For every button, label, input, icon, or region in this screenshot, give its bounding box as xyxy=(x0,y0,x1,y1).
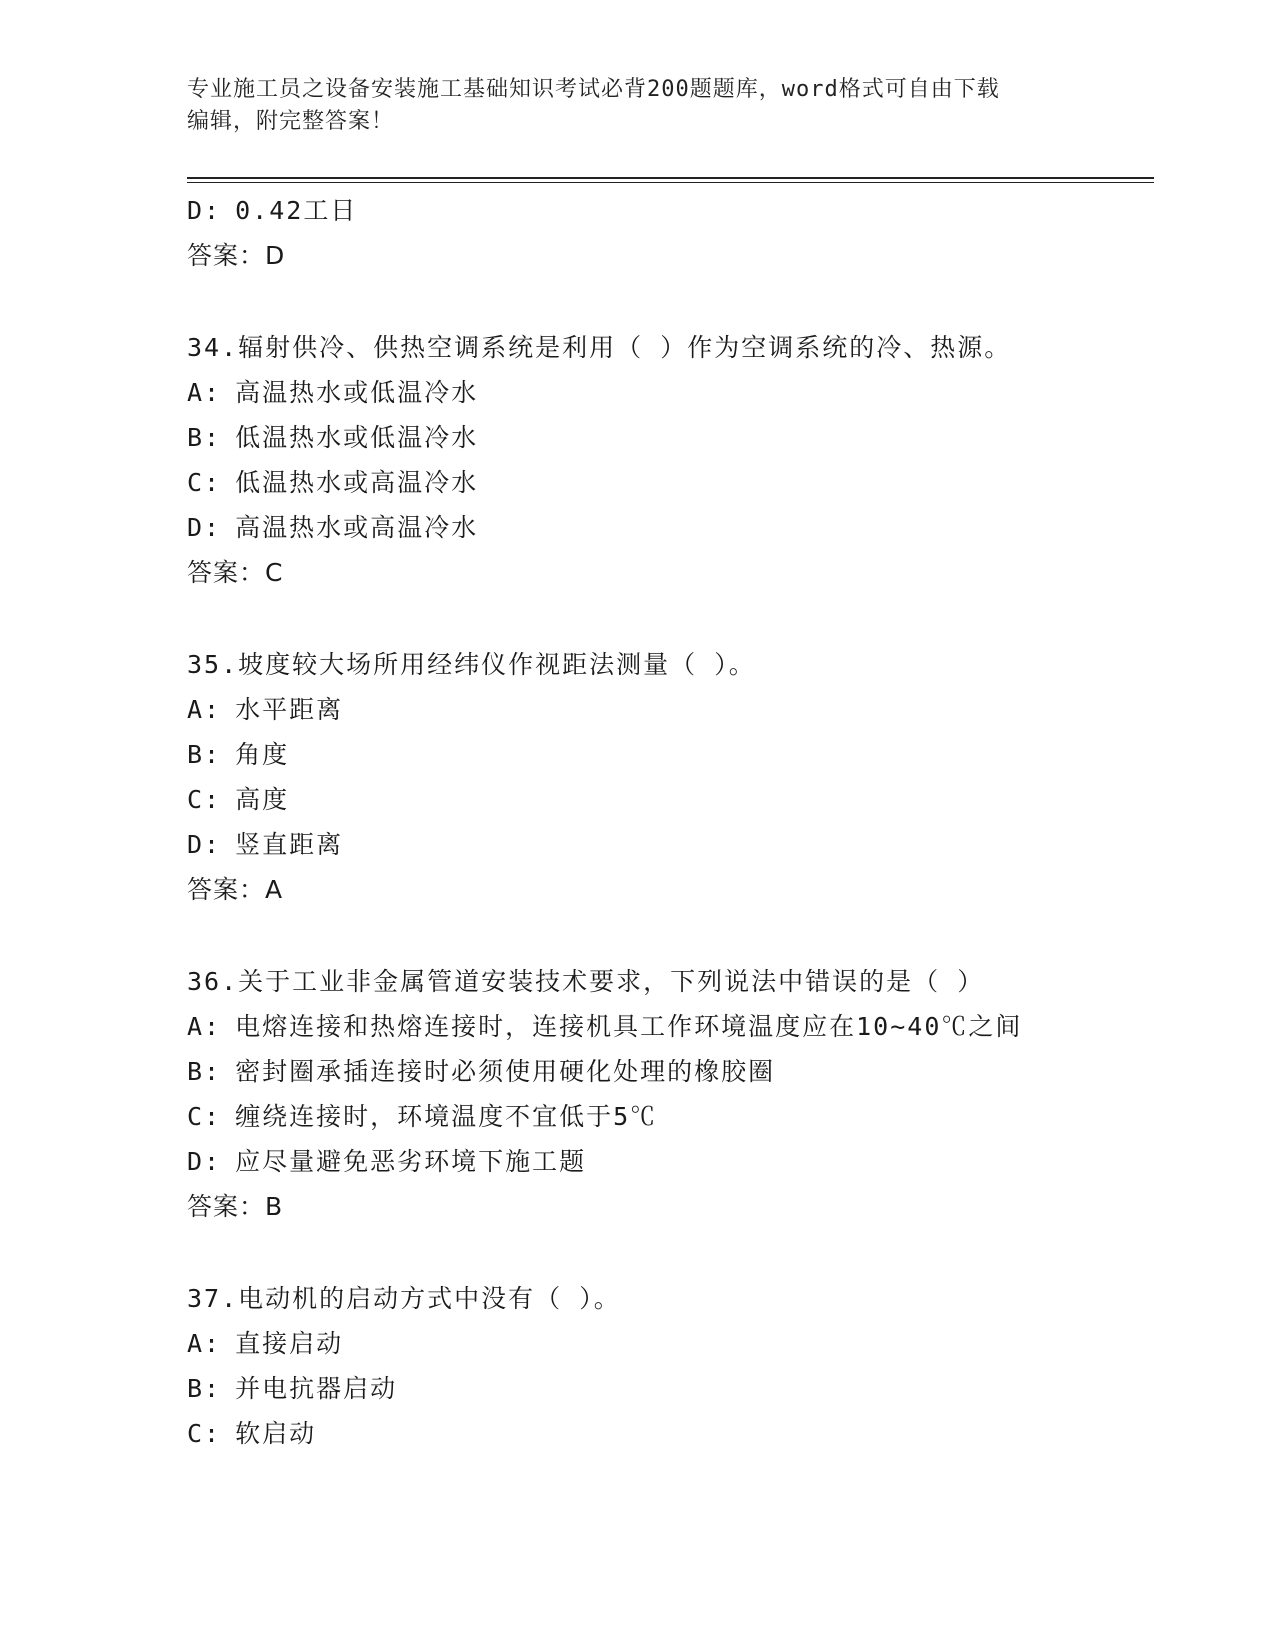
question-stem-34: 34.辐射供冷、供热空调系统是利用（ ）作为空调系统的冷、热源。 xyxy=(187,333,1012,362)
option-key: D: xyxy=(187,196,222,225)
question-list xyxy=(187,188,1187,1456)
option-key: B: xyxy=(187,1057,222,1086)
option-b xyxy=(187,732,1187,777)
option-d xyxy=(187,822,1187,867)
option-text: 0.42工日 xyxy=(235,196,358,225)
option-text: 低温热水或低温冷水 xyxy=(235,423,479,452)
prev-option-d xyxy=(187,188,1187,233)
option-text: 电熔连接和热熔连接时，连接机具工作环境温度应在10~40℃之间 xyxy=(235,1012,1023,1041)
option-text: 高温热水或低温冷水 xyxy=(235,378,479,407)
option-b xyxy=(187,1366,1187,1411)
option-text: 软启动 xyxy=(235,1419,317,1448)
option-text: 直接启动 xyxy=(235,1329,344,1358)
answer-34: 答案：C xyxy=(187,558,284,587)
option-text: 水平距离 xyxy=(235,695,344,724)
option-key: B: xyxy=(187,740,222,769)
option-text: 低温热水或高温冷水 xyxy=(235,468,479,497)
option-key: A: xyxy=(187,1012,222,1041)
option-c xyxy=(187,460,1187,505)
option-key: D: xyxy=(187,830,222,859)
option-c xyxy=(187,1411,1187,1456)
option-c xyxy=(187,777,1187,822)
document-header xyxy=(187,74,1067,138)
question-stem-36: 36.关于工业非金属管道安装技术要求，下列说法中错误的是（ ） xyxy=(187,967,985,996)
header-divider-thick xyxy=(187,177,1154,179)
option-d xyxy=(187,505,1187,550)
option-text: 并电抗器启动 xyxy=(235,1374,398,1403)
option-text: 应尽量避免恶劣环境下施工题 xyxy=(235,1147,587,1176)
prev-answer: 答案：D xyxy=(187,241,286,270)
option-key: C: xyxy=(187,1419,222,1448)
answer-35: 答案：A xyxy=(187,875,284,904)
option-a xyxy=(187,370,1187,415)
option-key: C: xyxy=(187,1102,222,1131)
option-key: D: xyxy=(187,513,222,542)
option-key: D: xyxy=(187,1147,222,1176)
option-text: 密封圈承插连接时必须使用硬化处理的橡胶圈 xyxy=(235,1057,776,1086)
option-text: 角度 xyxy=(235,740,290,769)
option-a xyxy=(187,687,1187,732)
option-d xyxy=(187,1139,1187,1184)
header-title-line-1: 专业施工员之设备安装施工基础知识考试必背200题题库，word格式可自由下载 xyxy=(187,77,1000,102)
option-key: B: xyxy=(187,423,222,452)
option-text: 高度 xyxy=(235,785,290,814)
option-key: B: xyxy=(187,1374,222,1403)
option-key: A: xyxy=(187,1329,222,1358)
option-text: 竖直距离 xyxy=(235,830,344,859)
option-b xyxy=(187,415,1187,460)
option-text: 缠绕连接时，环境温度不宜低于5℃ xyxy=(235,1102,658,1131)
option-key: A: xyxy=(187,378,222,407)
question-stem-35: 35.坡度较大场所用经纬仪作视距法测量（ ）。 xyxy=(187,650,756,679)
option-b xyxy=(187,1049,1187,1094)
header-divider-thin xyxy=(187,182,1154,183)
question-stem-37: 37.电动机的启动方式中没有（ ）。 xyxy=(187,1284,621,1313)
option-a xyxy=(187,1004,1187,1049)
option-key: C: xyxy=(187,468,222,497)
option-a xyxy=(187,1321,1187,1366)
option-key: A: xyxy=(187,695,222,724)
header-title-line-2: 编辑，附完整答案！ xyxy=(187,109,395,134)
option-c xyxy=(187,1094,1187,1139)
option-key: C: xyxy=(187,785,222,814)
option-text: 高温热水或高温冷水 xyxy=(235,513,479,542)
answer-36: 答案：B xyxy=(187,1192,284,1221)
